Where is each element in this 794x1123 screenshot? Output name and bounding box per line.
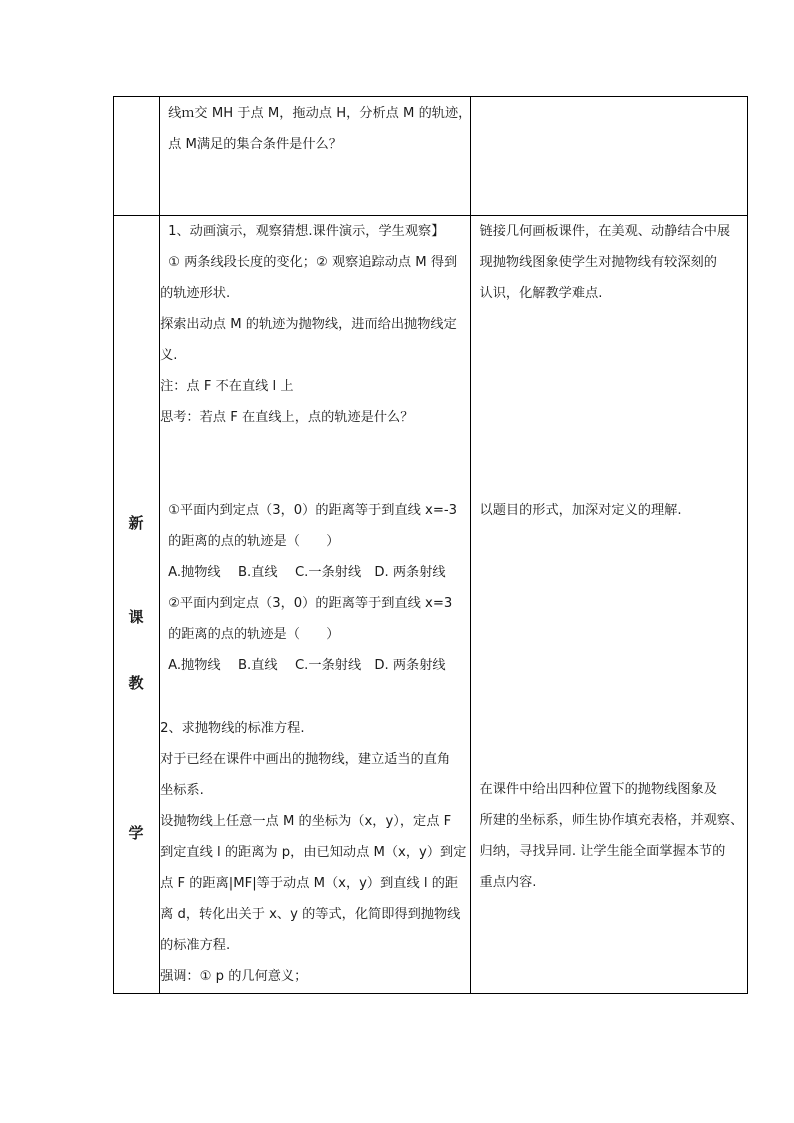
intent-block-equation [471, 774, 747, 898]
text-line: 探索出动点 M 的轨迹为抛物线，进而给出抛物线定 [160, 317, 457, 332]
stage-cell [114, 97, 160, 216]
text-line: 注：点 F 不在直线 l 上 [160, 379, 294, 394]
text-line: 对于已经在课件中画出的抛物线，建立适当的直角 [160, 752, 451, 767]
text-line: 线ｍ交 MH 于点 M，拖动点 H，分析点 M 的轨迹， [168, 106, 472, 121]
text-line: 2、求抛物线的标准方程. [160, 721, 305, 736]
text-line: 的标准方程. [160, 938, 231, 953]
text-line: 离 d，转化出关于 x、y 的等式，化简即得到抛物线 [160, 907, 461, 922]
stage-char: 教 [128, 674, 144, 692]
text-line: A.抛物线 B.直线 C.一条射线 D. 两条射线 [168, 658, 446, 673]
intent-block-exercise [471, 495, 747, 526]
text-line: ① 两条线段长度的变化；② 观察追踪动点 M 得到 [168, 255, 458, 270]
text-line: 重点内容. [479, 875, 537, 890]
text-line: 现抛物线图象使学生对抛物线有较深刻的 [479, 255, 717, 270]
intent-cell [470, 97, 747, 216]
text-line: 归纳，寻找异同. 让学生能全面掌握本节的 [479, 844, 726, 859]
text-line: 到定直线 l 的距离为 p，由已知动点 M（x，y）到定 [160, 845, 467, 860]
intent-cell [470, 216, 747, 994]
text-line: 的距离的点的轨迹是（ ） [168, 627, 340, 642]
activity-block-demo [160, 216, 469, 433]
stage-char: 新 [128, 514, 144, 532]
activity-block-exercise [160, 495, 469, 681]
text-line: 点 M满足的集合条件是什么？ [168, 137, 342, 152]
text-line: ①平面内到定点（3，0）的距离等于到直线 x=-3 [168, 503, 458, 518]
text-line: ②平面内到定点（3，0）的距离等于到直线 x=3 [168, 596, 453, 611]
text-line: 坐标系. [160, 783, 204, 798]
table-row [114, 97, 748, 216]
stage-char: 课 [128, 608, 144, 626]
text-line: 强调：① p 的几何意义； [160, 969, 308, 984]
stage-char: 学 [128, 824, 144, 842]
stage-cell [114, 216, 160, 994]
table-row [114, 216, 748, 994]
text-line: 点 F 的距离|MF|等于动点 M（x，y）到直线 l 的距 [160, 876, 459, 891]
activity-cell [160, 216, 470, 994]
text-line: 认识，化解教学难点. [479, 286, 603, 301]
text-line: 的距离的点的轨迹是（ ） [168, 534, 340, 549]
activity-cell [160, 97, 470, 216]
text-line: 以题目的形式，加深对定义的理解. [479, 503, 682, 518]
text-line: 1、动画演示，观察猜想.课件演示，学生观察】 [168, 224, 445, 239]
lesson-plan-table [113, 96, 748, 994]
text-line: 设抛物线上任意一点 M 的坐标为（x，y），定点 F [160, 814, 452, 829]
text-line: 思考：若点 F 在直线上，点的轨迹是什么？ [160, 410, 414, 425]
intent-block-demo [471, 216, 747, 309]
text-line: 的轨迹形状. [160, 286, 231, 301]
text-line: A.抛物线 B.直线 C.一条射线 D. 两条射线 [168, 565, 446, 580]
text-line: 在课件中给出四种位置下的抛物线图象及 [479, 782, 717, 797]
text-line: 所建的坐标系，师生协作填充表格，并观察、 [479, 813, 744, 828]
text-line: 链接几何画板课件，在美观、动静结合中展 [479, 224, 731, 239]
text-line: 义. [160, 348, 178, 363]
activity-block-equation [160, 713, 469, 992]
